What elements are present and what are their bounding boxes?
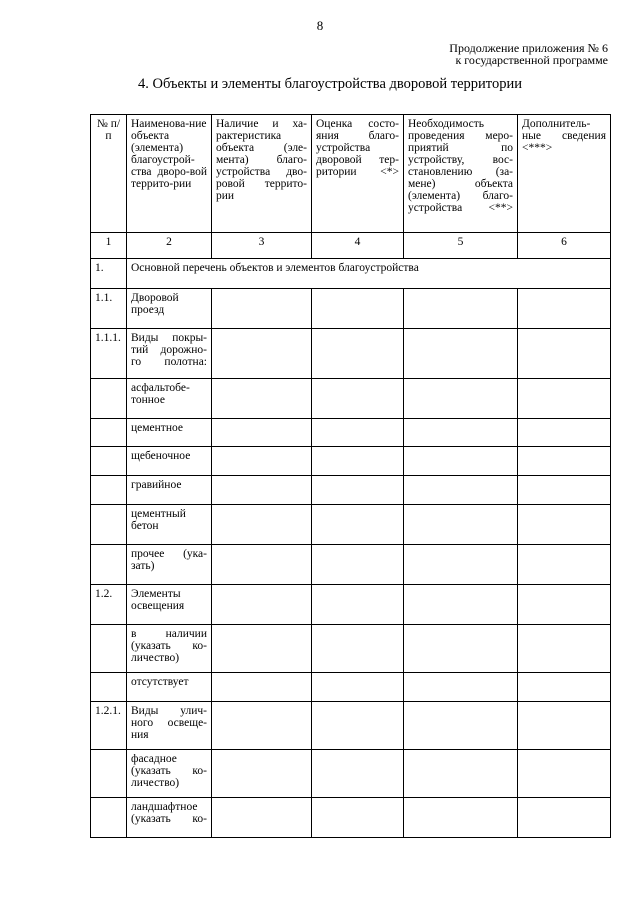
column-number: 3	[212, 233, 312, 259]
empty-cell	[212, 419, 312, 447]
header-needed-measures: Необходимость проведения меро-приятий по устройству, вос-становлению (за-мене) объекта (элемента) благо-устройства <**>	[404, 115, 518, 233]
row-num	[91, 476, 127, 505]
empty-cell	[404, 476, 518, 505]
row-num	[91, 419, 127, 447]
empty-cell	[518, 379, 611, 419]
empty-cell	[518, 798, 611, 838]
row-num	[91, 545, 127, 585]
header-additional-info: Дополнитель-ные сведения <***>	[518, 115, 611, 233]
empty-cell	[404, 702, 518, 750]
row-name: гравийное	[127, 476, 212, 505]
empty-cell	[312, 379, 404, 419]
column-numbers-row	[91, 233, 611, 259]
table-row	[91, 505, 611, 545]
row-name: Дворовой проезд	[127, 289, 212, 329]
table-row	[91, 702, 611, 750]
row-name: в наличии (указать ко-личество)	[127, 625, 212, 673]
row-num	[91, 625, 127, 673]
empty-cell	[312, 702, 404, 750]
empty-cell	[312, 673, 404, 702]
row-num	[91, 447, 127, 476]
table-row	[91, 447, 611, 476]
empty-cell	[518, 505, 611, 545]
empty-cell	[312, 505, 404, 545]
row-name: фасадное (указать ко-личество)	[127, 750, 212, 798]
row-num	[91, 505, 127, 545]
empty-cell	[518, 329, 611, 379]
empty-cell	[518, 702, 611, 750]
row-num	[91, 798, 127, 838]
empty-cell	[312, 329, 404, 379]
table-row	[91, 625, 611, 673]
table-header-row	[91, 115, 611, 233]
empty-cell	[404, 750, 518, 798]
table-row	[91, 379, 611, 419]
empty-cell	[404, 625, 518, 673]
appendix-line-1: Продолжение приложения № 6	[449, 41, 608, 55]
empty-cell	[312, 798, 404, 838]
table-row	[91, 329, 611, 379]
appendix-note	[449, 42, 608, 66]
empty-cell	[404, 447, 518, 476]
row-name: цементный бетон	[127, 505, 212, 545]
empty-cell	[212, 798, 312, 838]
empty-cell	[518, 545, 611, 585]
empty-cell	[212, 625, 312, 673]
row-name: ландшафтное (указать ко-	[127, 798, 212, 838]
section-title: 4. Объекты и элементы благоустройства дворовой территории	[138, 76, 522, 92]
row-name: цементное	[127, 419, 212, 447]
row-num: 1.1.1.	[91, 329, 127, 379]
empty-cell	[518, 585, 611, 625]
row-name: отсутствует	[127, 673, 212, 702]
empty-cell	[312, 447, 404, 476]
row-name: прочее (ука-зать)	[127, 545, 212, 585]
empty-cell	[404, 289, 518, 329]
empty-cell	[404, 505, 518, 545]
empty-cell	[404, 585, 518, 625]
page-number: 8	[316, 18, 324, 33]
empty-cell	[212, 585, 312, 625]
row-name: щебеночное	[127, 447, 212, 476]
empty-cell	[404, 798, 518, 838]
header-object-name: Наименова-ние объекта (элемента) благоустрой-ства дворо-вой террито-рии	[127, 115, 212, 233]
row-name: Виды покры-тий дорожно-го полотна:	[127, 329, 212, 379]
empty-cell	[212, 447, 312, 476]
column-number: 6	[518, 233, 611, 259]
row-name: Виды улич-ного освеще-ния	[127, 702, 212, 750]
column-number: 5	[404, 233, 518, 259]
empty-cell	[518, 419, 611, 447]
empty-cell	[312, 625, 404, 673]
empty-cell	[404, 545, 518, 585]
empty-cell	[404, 329, 518, 379]
improvement-table	[90, 114, 611, 838]
empty-cell	[312, 289, 404, 329]
row-name: асфальтобе-тонное	[127, 379, 212, 419]
row-num: 1.2.	[91, 585, 127, 625]
empty-cell	[518, 673, 611, 702]
table-row	[91, 585, 611, 625]
empty-cell	[312, 545, 404, 585]
column-number: 2	[127, 233, 212, 259]
column-number: 1	[91, 233, 127, 259]
empty-cell	[312, 476, 404, 505]
empty-cell	[212, 750, 312, 798]
empty-cell	[518, 447, 611, 476]
table-row	[91, 545, 611, 585]
row-num	[91, 750, 127, 798]
empty-cell	[312, 585, 404, 625]
empty-cell	[212, 289, 312, 329]
empty-cell	[518, 289, 611, 329]
table-row	[91, 476, 611, 505]
row-num: 1.1.	[91, 289, 127, 329]
empty-cell	[212, 673, 312, 702]
header-num: № п/п	[91, 115, 127, 233]
empty-cell	[404, 419, 518, 447]
empty-cell	[212, 545, 312, 585]
table-row	[91, 289, 611, 329]
section-label: Основной перечень объектов и элементов благоустройства	[127, 259, 611, 289]
appendix-line-2: к государственной программе	[455, 53, 608, 67]
empty-cell	[212, 702, 312, 750]
empty-cell	[518, 750, 611, 798]
table-row	[91, 798, 611, 838]
empty-cell	[404, 673, 518, 702]
empty-cell	[212, 476, 312, 505]
empty-cell	[312, 419, 404, 447]
table-row	[91, 673, 611, 702]
row-num	[91, 379, 127, 419]
section-row	[91, 259, 611, 289]
table-row	[91, 750, 611, 798]
column-number: 4	[312, 233, 404, 259]
empty-cell	[312, 750, 404, 798]
empty-cell	[212, 379, 312, 419]
table-row	[91, 419, 611, 447]
empty-cell	[518, 476, 611, 505]
empty-cell	[212, 505, 312, 545]
row-num	[91, 673, 127, 702]
empty-cell	[212, 329, 312, 379]
section-num: 1.	[91, 259, 127, 289]
empty-cell	[518, 625, 611, 673]
row-num: 1.2.1.	[91, 702, 127, 750]
empty-cell	[404, 379, 518, 419]
row-name: Элементы освещения	[127, 585, 212, 625]
header-characteristics: Наличие и ха-рактеристика объекта (эле-мента) благо-устройства дво-ровой террито-рии	[212, 115, 312, 233]
header-condition: Оценка состо-яния благо-устройства дворовой тер-ритории <*>	[312, 115, 404, 233]
